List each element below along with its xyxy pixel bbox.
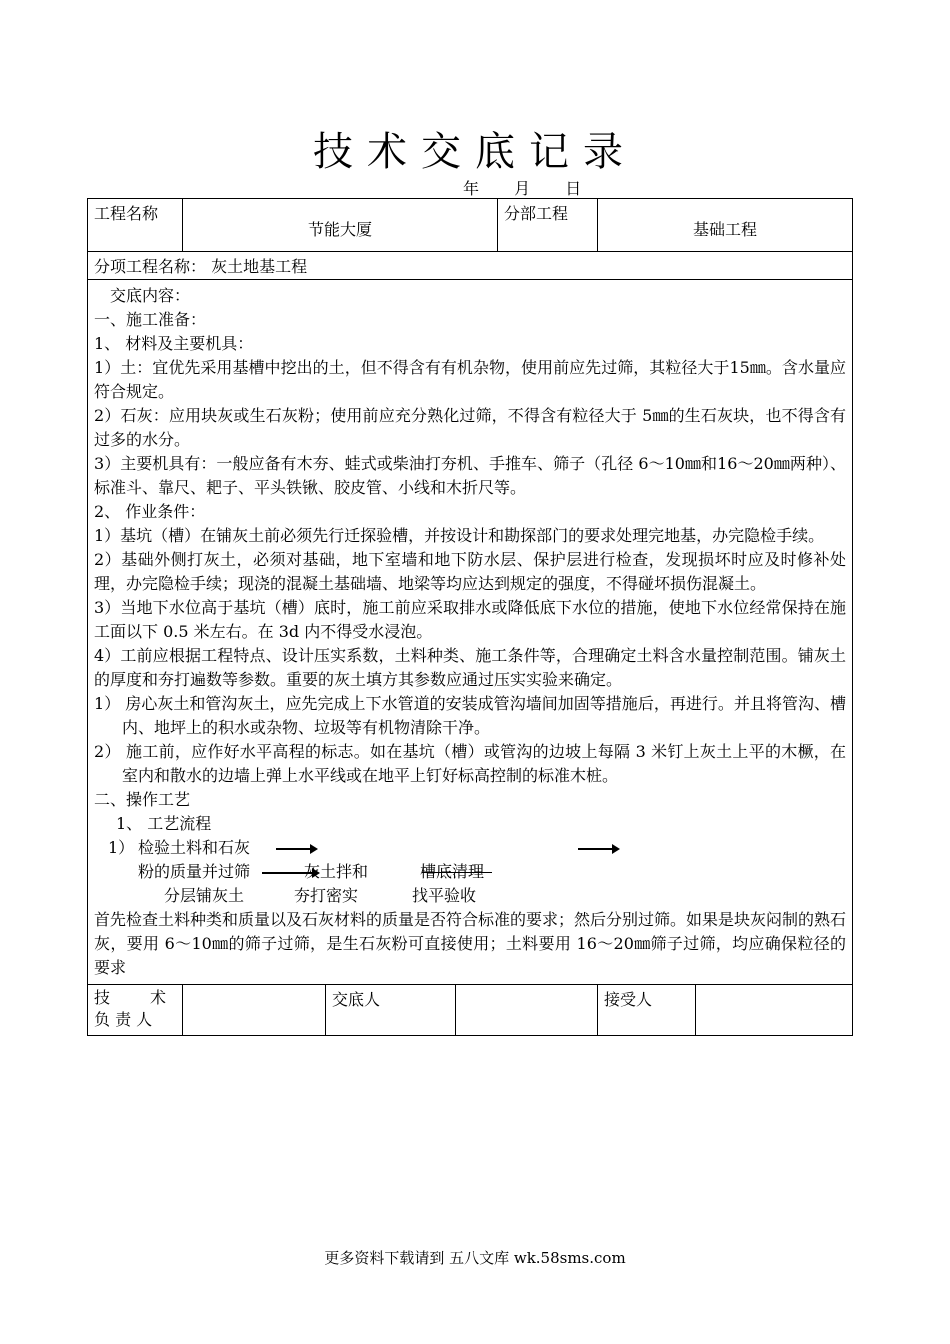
division-value: 基础工程 <box>598 199 853 252</box>
flow-step-inspect-1: 检验土料和石灰 <box>138 838 251 857</box>
shu-char: 术 <box>149 988 166 1007</box>
division-label: 分部工程 <box>498 199 598 252</box>
section-1-2-heading: 2、 作业条件： <box>94 502 206 521</box>
date-day: 日 <box>565 179 582 198</box>
date-line <box>463 176 611 199</box>
paragraph-soil: 1）土：宜优先采用基槽中挖出的土，但不得含有有机杂物，使用前应先过筛，其粒径大于15㎜。含水量应符合规定。 <box>94 358 847 401</box>
section-2-heading: 二、操作工艺 <box>94 790 191 809</box>
flow-step-inspect-2: 粉的质量并过筛 <box>138 862 251 881</box>
discloser-value[interactable] <box>456 985 598 1036</box>
disclosure-content <box>88 280 853 985</box>
paragraph-tools: 3）主要机具有：一般应备有木夯、蛙式或柴油打夯机、手推车、筛子（孔径 6～10㎜和16～20㎜两种）、标准斗、靠尺、耙子、平头铁锹、胶皮管、小线和木折尺等。 <box>94 454 847 497</box>
flow-step-compact: 夯打密实 <box>294 886 359 905</box>
subitem-name: 分项工程名称： 灰土地基工程 <box>88 252 853 280</box>
date-month: 月 <box>514 179 531 198</box>
receiver-label: 接受人 <box>598 985 696 1036</box>
disclosure-table <box>87 198 853 1036</box>
tech-char: 技 <box>94 988 111 1007</box>
flow-arrow-1 <box>276 848 316 850</box>
process-flow <box>94 836 846 908</box>
paragraph-condition-1: 1）基坑（槽）在铺灰土前必须先行迁探验槽，并按设计和勘探部门的要求处理完地基，办完隐检手续。 <box>94 526 825 545</box>
flow-number: 1） <box>108 838 135 857</box>
tech-lead-label-line2: 负 责 人 <box>94 1010 153 1029</box>
receiver-value[interactable] <box>696 985 853 1036</box>
flow-arrow-2 <box>578 848 618 850</box>
content-intro: 交底内容： <box>110 286 191 305</box>
flow-step-level: 找平验收 <box>412 886 477 905</box>
paragraph-condition-4: 4）工前应根据工程特点、设计压实系数，土料种类、施工条件等，合理确定土料含水量控制范围。铺灰土的厚度和夯打遍数等参数。重要的灰土填方其参数应通过压实实验来确定。 <box>94 646 847 689</box>
date-year: 年 <box>463 179 480 198</box>
tech-lead-label <box>88 985 183 1036</box>
project-name-label: 工程名称 <box>88 199 183 252</box>
paragraph-lime: 2）石灰：应用块灰或生石灰粉；使用前应充分熟化过筛，不得含有粒径大于 5㎜的生石灰块，也不得含有过多的水分。 <box>94 406 847 449</box>
paragraph-process-summary: 首先检查土料种类和质量以及石灰材料的质量是否符合标准的要求；然后分别过筛。如果是块灰闷制的熟石灰，要用 6～10㎜的筛子过筛，是生石灰粉可直接使用；土料要用 16～20㎜筛子过筛，均应确保粒径的要求 <box>94 910 847 977</box>
paragraph-condition-3: 3）当地下水位高于基坑（槽）底时，施工前应采取排水或降低底下水位的措施，使地下水位经常保持在施工面以下 0.5 米左右。在 3d 内不得受水浸泡。 <box>94 598 847 641</box>
flow-step-layer: 分层铺灰土 <box>164 886 245 905</box>
flow-step-mix: 灰土拌和 <box>304 862 369 881</box>
tech-lead-label-line1 <box>94 987 166 1009</box>
flow-step-clean: 槽底清理 <box>420 862 485 881</box>
section-2-1-heading: 1、 工艺流程 <box>116 814 212 833</box>
section-1-heading: 一、施工准备： <box>94 310 207 329</box>
tech-lead-value[interactable] <box>183 985 326 1036</box>
paragraph-level-marks: 2） 施工前，应作好水平高程的标志。如在基坑（槽）或管沟的边坡上每隔 3 米钉上灰土上平的木橛，在室内和散水的边墙上弹上水平线或在地平上钉好标高控制的标准木桩。 <box>94 742 847 785</box>
section-1-1-heading: 1、 材料及主要机具： <box>94 334 254 353</box>
discloser-label: 交底人 <box>326 985 456 1036</box>
paragraph-room-backfill: 1） 房心灰土和管沟灰土，应先完成上下水管道的安装成管沟墙间加固等措施后，再进行。并且将管沟、槽内、地坪上的积水或杂物、垃圾等有机物清除干净。 <box>94 694 847 737</box>
project-name-value: 节能大厦 <box>183 199 498 252</box>
paragraph-condition-2: 2）基础外侧打灰土，必须对基础，地下室墙和地下防水层、保护层进行检查，发现损坏时应及时修补处理，办完隐检手续；现浇的混凝土基础墙、地梁等均应达到规定的强度，不得碰坏损伤混凝土。 <box>94 550 847 593</box>
page-title: 技术交底记录 <box>313 129 637 175</box>
footer-note: 更多资料下载请到 五八文库 wk.58sms.com <box>324 1249 626 1267</box>
